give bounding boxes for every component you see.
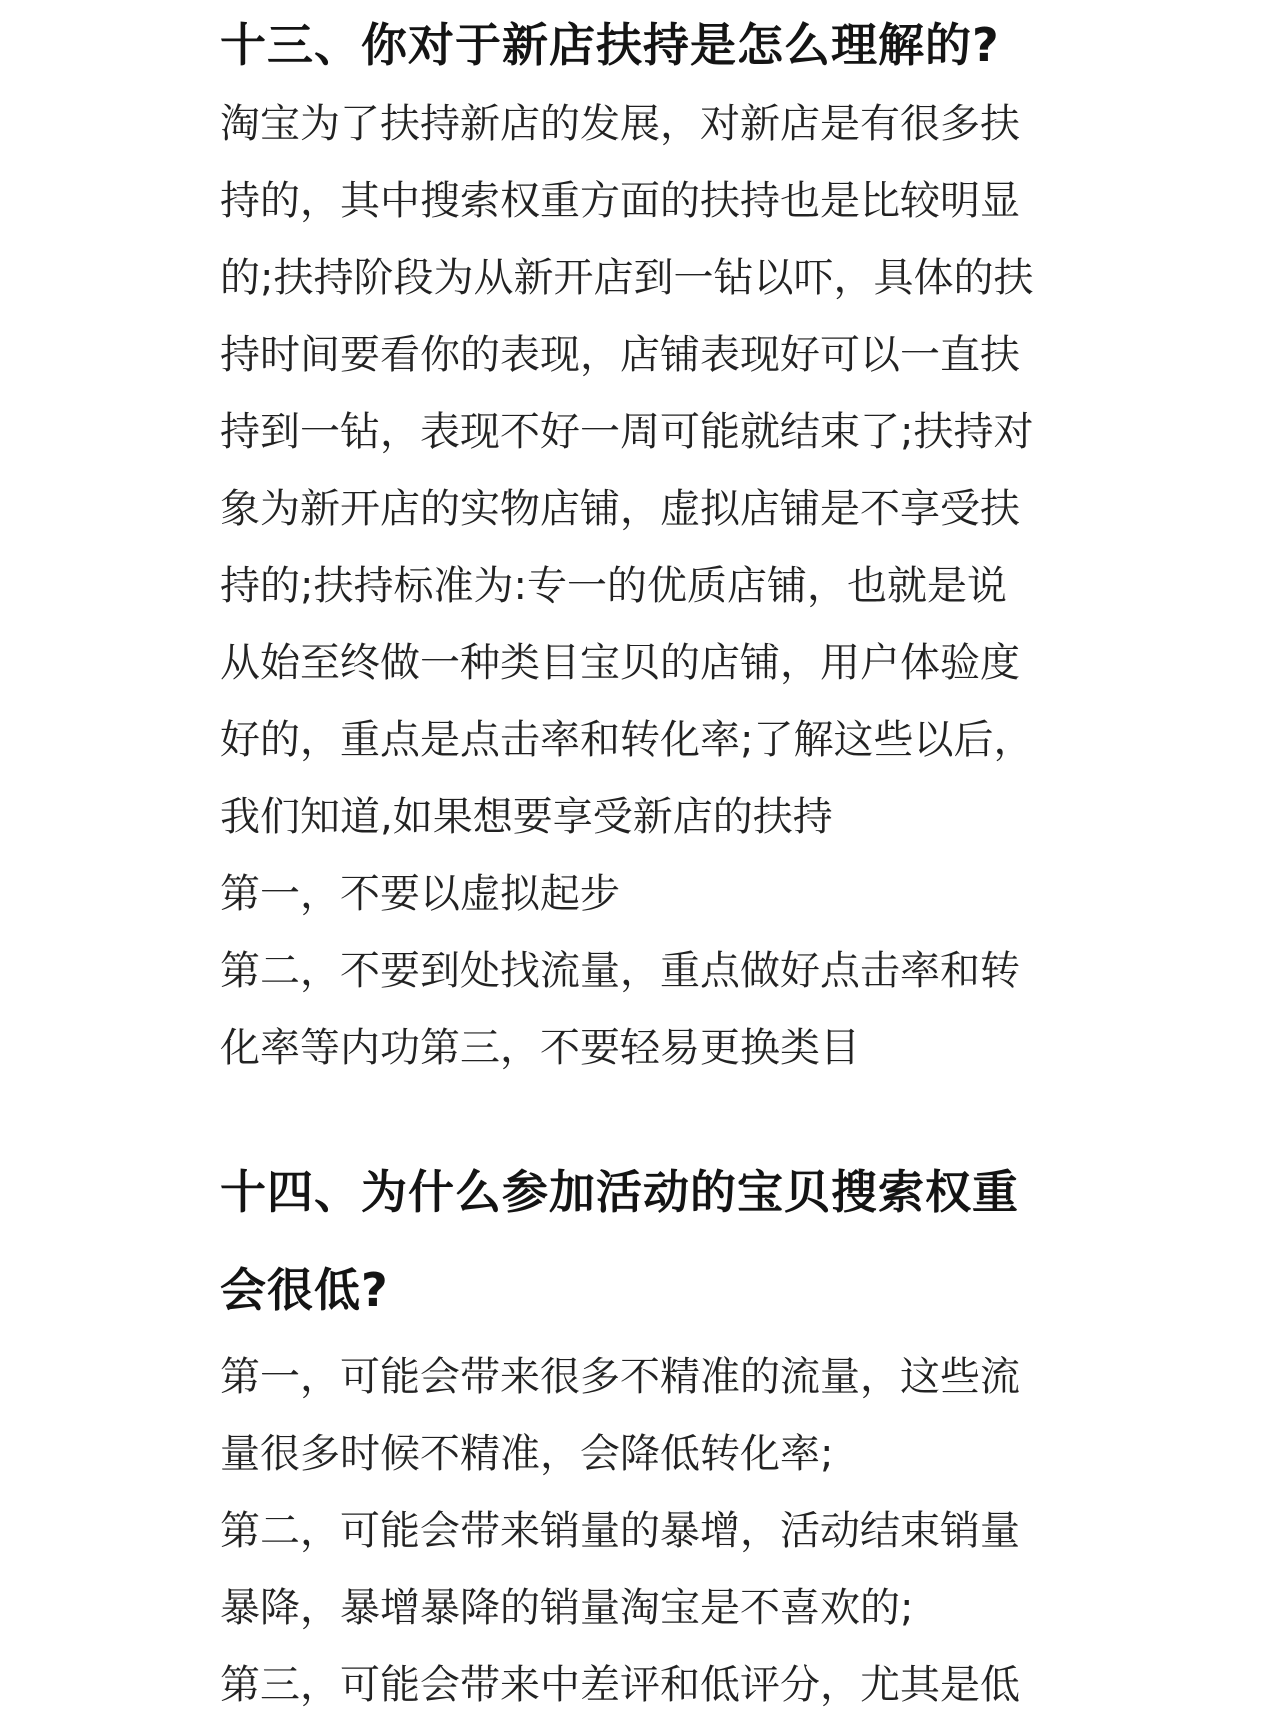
section-13-point-2: 第二，不要到处找流量，重点做好点击率和转: [220, 948, 1020, 994]
section-13-line: 我们知道,如果想要享受新店的扶持: [220, 794, 833, 840]
section-14-title-line-1: 十四、为什么参加活动的宝贝搜索权重: [220, 1165, 1019, 1219]
section-13-title: 十三、你对于新店扶持是怎么理解的?: [220, 18, 1000, 72]
section-13-line: 持的，其中搜索权重方面的扶持也是比较明显: [220, 178, 1020, 224]
section-13-line: 象为新开店的实物店铺，虚拟店铺是不享受扶: [220, 486, 1020, 532]
section-13-line: 淘宝为了扶持新店的发展，对新店是有很多扶: [220, 101, 1020, 147]
section-13-point-1: 第一，不要以虚拟起步: [220, 871, 620, 917]
section-13-line: 持的;扶持标准为:专一的优质店铺，也就是说: [220, 563, 1007, 609]
section-13: [220, 0, 1100, 1087]
section-14-point-1: 第一，可能会带来很多不精准的流量，这些流: [220, 1354, 1020, 1400]
section-14-line: 暴降，暴增暴降的销量淘宝是不喜欢的;: [220, 1585, 914, 1631]
section-14-title-line-2: 会很低?: [220, 1263, 389, 1317]
section-14-point-3: 第三，可能会带来中差评和低评分，尤其是低: [220, 1662, 1020, 1708]
section-14-line: 量很多时候不精准，会降低转化率;: [220, 1431, 834, 1477]
section-13-line: 从始至终做一种类目宝贝的店铺，用户体验度: [220, 640, 1020, 686]
section-13-line: 好的，重点是点击率和转化率;了解这些以后，: [220, 717, 1034, 763]
section-14: [220, 1143, 1100, 1724]
article: [220, 0, 1100, 1724]
section-13-line: 化率等内功第三，不要轻易更换类目: [220, 1025, 860, 1071]
section-14-point-2: 第二，可能会带来销量的暴增，活动结束销量: [220, 1508, 1020, 1554]
section-13-line: 持到一钻，表现不好一周可能就结束了;扶持对: [220, 409, 1034, 455]
section-13-line: 持时间要看你的表现，店铺表现好可以一直扶: [220, 332, 1020, 378]
section-13-line: 的;扶持阶段为从新开店到一钻以吓，具体的扶: [220, 255, 1034, 301]
